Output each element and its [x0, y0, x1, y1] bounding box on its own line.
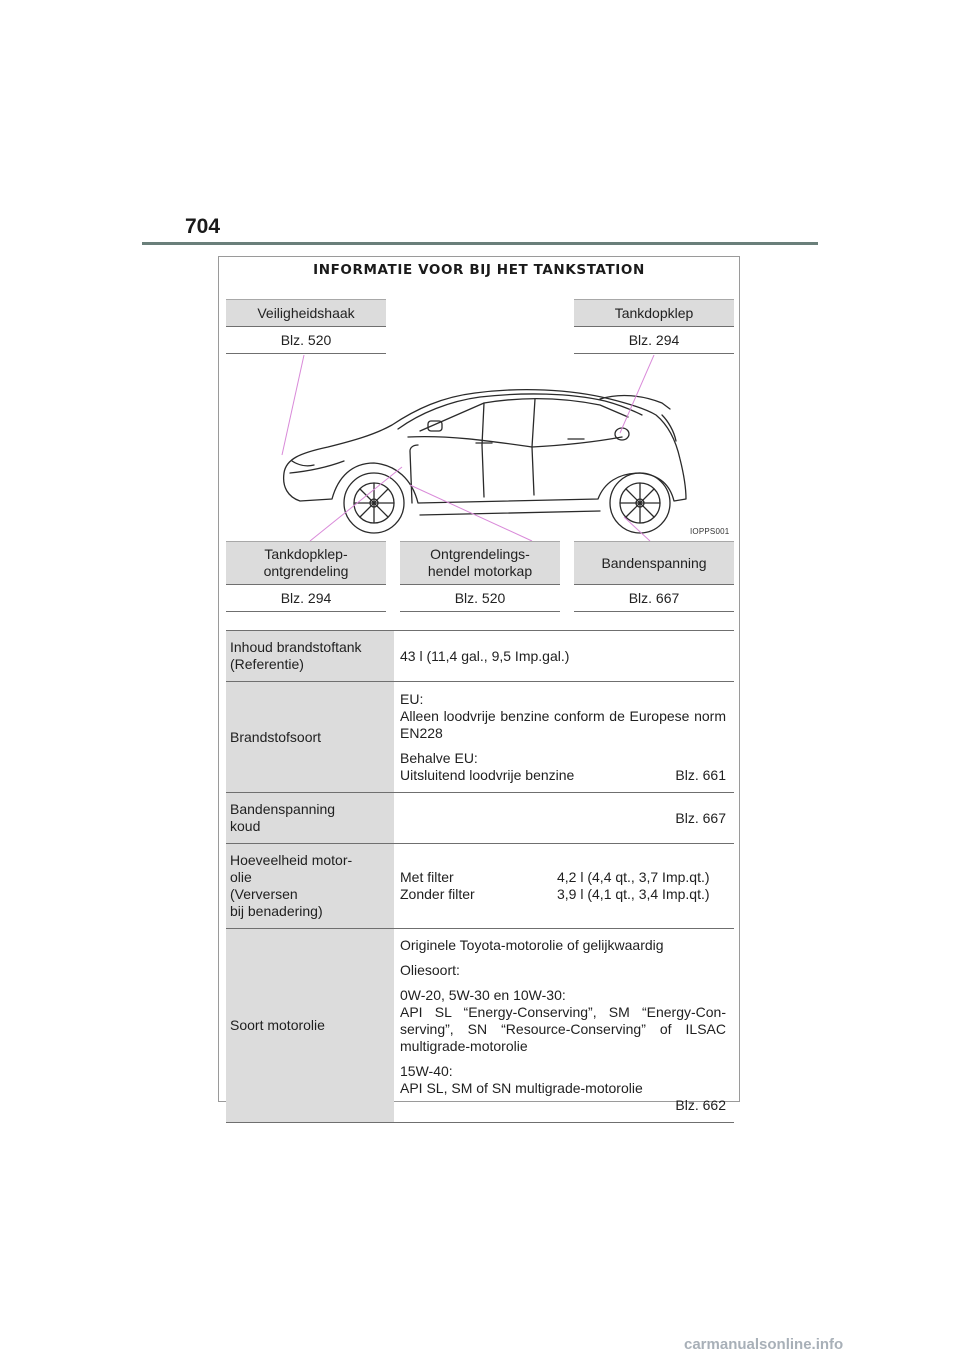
label-line: Tankdopklep- — [264, 546, 348, 562]
watermark: carmanualsonline.info — [684, 1336, 844, 1353]
oil-value: 4,2 l (4,4 qt., 3,7 Imp.qt.) — [557, 869, 710, 885]
table-row — [226, 631, 734, 682]
oil-type-page-ref: Blz. 662 — [675, 1097, 726, 1113]
page-ref-fuel-door: Blz. 294 — [574, 327, 734, 354]
oil-type-group-2 — [400, 1063, 726, 1114]
section-title: INFORMATIE VOOR BIJ HET TANKSTATION — [313, 262, 645, 278]
oil-group-label: 0W-20, 5W-30 en 10W-30: — [400, 987, 566, 1003]
page-ref-fuel-door-release: Blz. 294 — [226, 585, 386, 612]
oil-with-filter — [400, 869, 726, 886]
label-line: Ontgrendelings- — [430, 546, 530, 562]
row-key — [226, 631, 394, 682]
row-value: Blz. 667 — [675, 809, 726, 826]
oil-type-line: Oliesoort: — [400, 962, 460, 978]
page-ref-tire-pressure: Blz. 667 — [574, 585, 734, 612]
oil-without-filter — [400, 886, 726, 903]
oil-type-group-1 — [400, 987, 726, 1055]
row-key: Brandstofsoort — [226, 682, 394, 793]
label-fuel-door-release — [226, 541, 386, 585]
oil-group-text: API SL, SM of SN multigrade-motorolie — [400, 1080, 643, 1096]
label-line: hendel motorkap — [427, 563, 533, 579]
fuel-eu-text: Alleen loodvrije benzine conform de Europese norm EN228 — [400, 707, 726, 741]
label-safety-catch: Veiligheidshaak — [226, 299, 386, 327]
row-value — [394, 682, 734, 793]
row-value — [394, 844, 734, 929]
label-tire-pressure: Bandenspanning — [574, 541, 734, 585]
oil-value: 3,9 l (4,1 qt., 3,4 Imp.qt.) — [557, 886, 710, 902]
figure-code: IOPPS001 — [690, 527, 730, 536]
key-line: (Verversen — [230, 886, 298, 902]
fuel-page-ref: Blz. 661 — [675, 766, 726, 783]
table-row — [226, 682, 734, 793]
page-number: 704 — [185, 215, 221, 238]
label-hood-release-lever — [400, 541, 560, 585]
oil-type-line: Originele Toyota-motorolie of gelijkwaardig — [400, 937, 664, 953]
key-line: Hoeveelheid motor- — [230, 852, 353, 868]
row-key — [226, 844, 394, 929]
spec-table — [226, 630, 734, 1123]
label-line: ontgrendeling — [263, 563, 349, 579]
oil-group-label: 15W-40: — [400, 1063, 453, 1079]
key-line: olie — [230, 869, 252, 885]
table-row — [226, 929, 734, 1123]
label-fuel-door: Tankdopklep — [574, 299, 734, 327]
row-value: 43 l (11,4 gal., 9,5 Imp.gal.) — [400, 647, 570, 664]
row-key — [226, 793, 394, 844]
key-line: Bandenspanning — [230, 801, 336, 817]
key-line: Inhoud brandstoftank — [230, 639, 362, 655]
table-row — [226, 793, 734, 844]
fuel-non-eu-label: Behalve EU: — [400, 749, 478, 766]
oil-label: Zonder filter — [400, 886, 475, 902]
row-key: Soort motorolie — [226, 929, 394, 1123]
page-ref-safety-catch: Blz. 520 — [226, 327, 386, 354]
page-ref-hood-release-lever: Blz. 520 — [400, 585, 560, 612]
header-rule — [142, 242, 818, 245]
oil-label: Met filter — [400, 869, 454, 885]
fuel-non-eu-text: Uitsluitend loodvrije benzine — [400, 766, 575, 783]
row-value — [394, 929, 734, 1123]
key-line: koud — [230, 818, 261, 834]
car-illustration — [270, 355, 700, 545]
fuel-non-eu — [400, 750, 726, 784]
oil-group-text: API SL “Energy-Conserving”, SM “Energy-Con-serving”, SN “Resource-Conserving” of ILSAC multigrade-motorolie — [400, 1004, 726, 1054]
fuel-eu-label: EU: — [400, 690, 424, 707]
key-line: (Referentie) — [230, 656, 304, 672]
key-line: bij benadering) — [230, 903, 323, 919]
table-row — [226, 844, 734, 929]
fuel-eu — [400, 691, 726, 742]
